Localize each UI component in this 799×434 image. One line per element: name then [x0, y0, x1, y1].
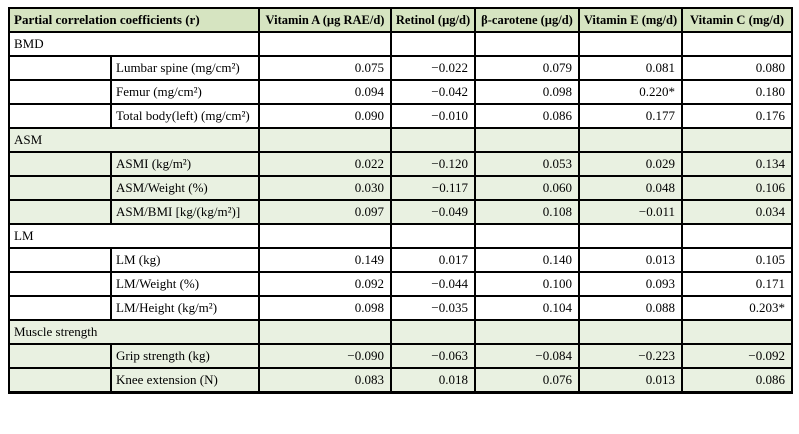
value-cell: 0.176	[682, 104, 792, 128]
row-label: Grip strength (kg)	[111, 344, 259, 368]
section-row	[9, 32, 792, 56]
value-cell: 0.098	[475, 80, 579, 104]
data-row	[9, 104, 792, 128]
empty-cell	[682, 32, 792, 56]
value-cell: 0.048	[579, 176, 682, 200]
row-label: ASMI (kg/m²)	[111, 152, 259, 176]
value-cell: 0.093	[579, 272, 682, 296]
value-cell: −0.049	[391, 200, 475, 224]
indent-cell	[9, 104, 111, 128]
value-cell: −0.084	[475, 344, 579, 368]
value-cell: 0.105	[682, 248, 792, 272]
column-header-vitamin-c: Vitamin C (mg/d)	[682, 8, 792, 32]
section-row	[9, 128, 792, 152]
column-header-vitamin-e: Vitamin E (mg/d)	[579, 8, 682, 32]
value-cell: −0.022	[391, 56, 475, 80]
value-cell: 0.030	[259, 176, 391, 200]
value-cell: 0.075	[259, 56, 391, 80]
value-cell: 0.098	[259, 296, 391, 320]
value-cell: 0.094	[259, 80, 391, 104]
value-cell: 0.017	[391, 248, 475, 272]
indent-cell	[9, 368, 111, 392]
empty-cell	[579, 224, 682, 248]
row-label: Knee extension (N)	[111, 368, 259, 392]
indent-cell	[9, 176, 111, 200]
indent-cell	[9, 56, 111, 80]
value-cell: −0.042	[391, 80, 475, 104]
value-cell: 0.180	[682, 80, 792, 104]
data-row	[9, 272, 792, 296]
row-label: Lumbar spine (mg/cm²)	[111, 56, 259, 80]
value-cell: 0.088	[579, 296, 682, 320]
value-cell: 0.076	[475, 368, 579, 392]
value-cell: −0.092	[682, 344, 792, 368]
value-cell: 0.060	[475, 176, 579, 200]
partial-correlation-table	[8, 7, 793, 394]
value-cell: 0.080	[682, 56, 792, 80]
value-cell: 0.097	[259, 200, 391, 224]
empty-cell	[475, 128, 579, 152]
data-row	[9, 368, 792, 392]
empty-cell	[682, 320, 792, 344]
indent-cell	[9, 152, 111, 176]
empty-cell	[579, 320, 682, 344]
value-cell: 0.220*	[579, 80, 682, 104]
value-cell: −0.010	[391, 104, 475, 128]
data-row	[9, 176, 792, 200]
empty-cell	[391, 320, 475, 344]
empty-cell	[682, 224, 792, 248]
value-cell: 0.079	[475, 56, 579, 80]
value-cell: 0.134	[682, 152, 792, 176]
empty-cell	[579, 32, 682, 56]
data-row	[9, 296, 792, 320]
empty-cell	[391, 32, 475, 56]
value-cell: 0.081	[579, 56, 682, 80]
value-cell: 0.090	[259, 104, 391, 128]
section-row	[9, 224, 792, 248]
value-cell: 0.053	[475, 152, 579, 176]
empty-cell	[391, 128, 475, 152]
data-row	[9, 248, 792, 272]
empty-cell	[475, 224, 579, 248]
column-header-retinol: Retinol (µg/d)	[391, 8, 475, 32]
value-cell: 0.140	[475, 248, 579, 272]
row-label: Total body(left) (mg/cm²)	[111, 104, 259, 128]
value-cell: −0.223	[579, 344, 682, 368]
section-label: BMD	[9, 32, 259, 56]
value-cell: 0.029	[579, 152, 682, 176]
empty-cell	[259, 320, 391, 344]
value-cell: −0.035	[391, 296, 475, 320]
section-label: LM	[9, 224, 259, 248]
value-cell: −0.011	[579, 200, 682, 224]
indent-cell	[9, 272, 111, 296]
column-header-row-label: Partial correlation coefficients (r)	[9, 8, 259, 32]
value-cell: 0.100	[475, 272, 579, 296]
value-cell: 0.034	[682, 200, 792, 224]
section-label: Muscle strength	[9, 320, 259, 344]
section-row	[9, 320, 792, 344]
value-cell: 0.177	[579, 104, 682, 128]
value-cell: 0.108	[475, 200, 579, 224]
data-row	[9, 344, 792, 368]
row-label: LM (kg)	[111, 248, 259, 272]
value-cell: 0.018	[391, 368, 475, 392]
section-label: ASM	[9, 128, 259, 152]
value-cell: 0.149	[259, 248, 391, 272]
empty-cell	[259, 224, 391, 248]
value-cell: 0.203*	[682, 296, 792, 320]
row-label: Femur (mg/cm²)	[111, 80, 259, 104]
indent-cell	[9, 80, 111, 104]
value-cell: 0.086	[682, 368, 792, 392]
empty-cell	[259, 128, 391, 152]
value-cell: −0.120	[391, 152, 475, 176]
row-label: LM/Weight (%)	[111, 272, 259, 296]
data-row	[9, 152, 792, 176]
empty-cell	[259, 32, 391, 56]
value-cell: 0.104	[475, 296, 579, 320]
indent-cell	[9, 344, 111, 368]
value-cell: 0.106	[682, 176, 792, 200]
empty-cell	[579, 128, 682, 152]
value-cell: 0.013	[579, 248, 682, 272]
data-row	[9, 56, 792, 80]
header-row	[9, 8, 792, 32]
value-cell: −0.090	[259, 344, 391, 368]
value-cell: 0.086	[475, 104, 579, 128]
value-cell: 0.171	[682, 272, 792, 296]
empty-cell	[475, 32, 579, 56]
data-row	[9, 200, 792, 224]
value-cell: 0.092	[259, 272, 391, 296]
row-label: ASM/Weight (%)	[111, 176, 259, 200]
data-row	[9, 80, 792, 104]
row-label: LM/Height (kg/m²)	[111, 296, 259, 320]
value-cell: −0.117	[391, 176, 475, 200]
empty-cell	[391, 224, 475, 248]
table-body	[9, 32, 792, 392]
indent-cell	[9, 296, 111, 320]
value-cell: 0.083	[259, 368, 391, 392]
value-cell: 0.013	[579, 368, 682, 392]
column-header-vitamin-a: Vitamin A (µg RAE/d)	[259, 8, 391, 32]
value-cell: −0.044	[391, 272, 475, 296]
column-header-beta-carotene: β-carotene (µg/d)	[475, 8, 579, 32]
value-cell: −0.063	[391, 344, 475, 368]
indent-cell	[9, 200, 111, 224]
indent-cell	[9, 248, 111, 272]
empty-cell	[475, 320, 579, 344]
empty-cell	[682, 128, 792, 152]
value-cell: 0.022	[259, 152, 391, 176]
row-label: ASM/BMI [kg/(kg/m²)]	[111, 200, 259, 224]
